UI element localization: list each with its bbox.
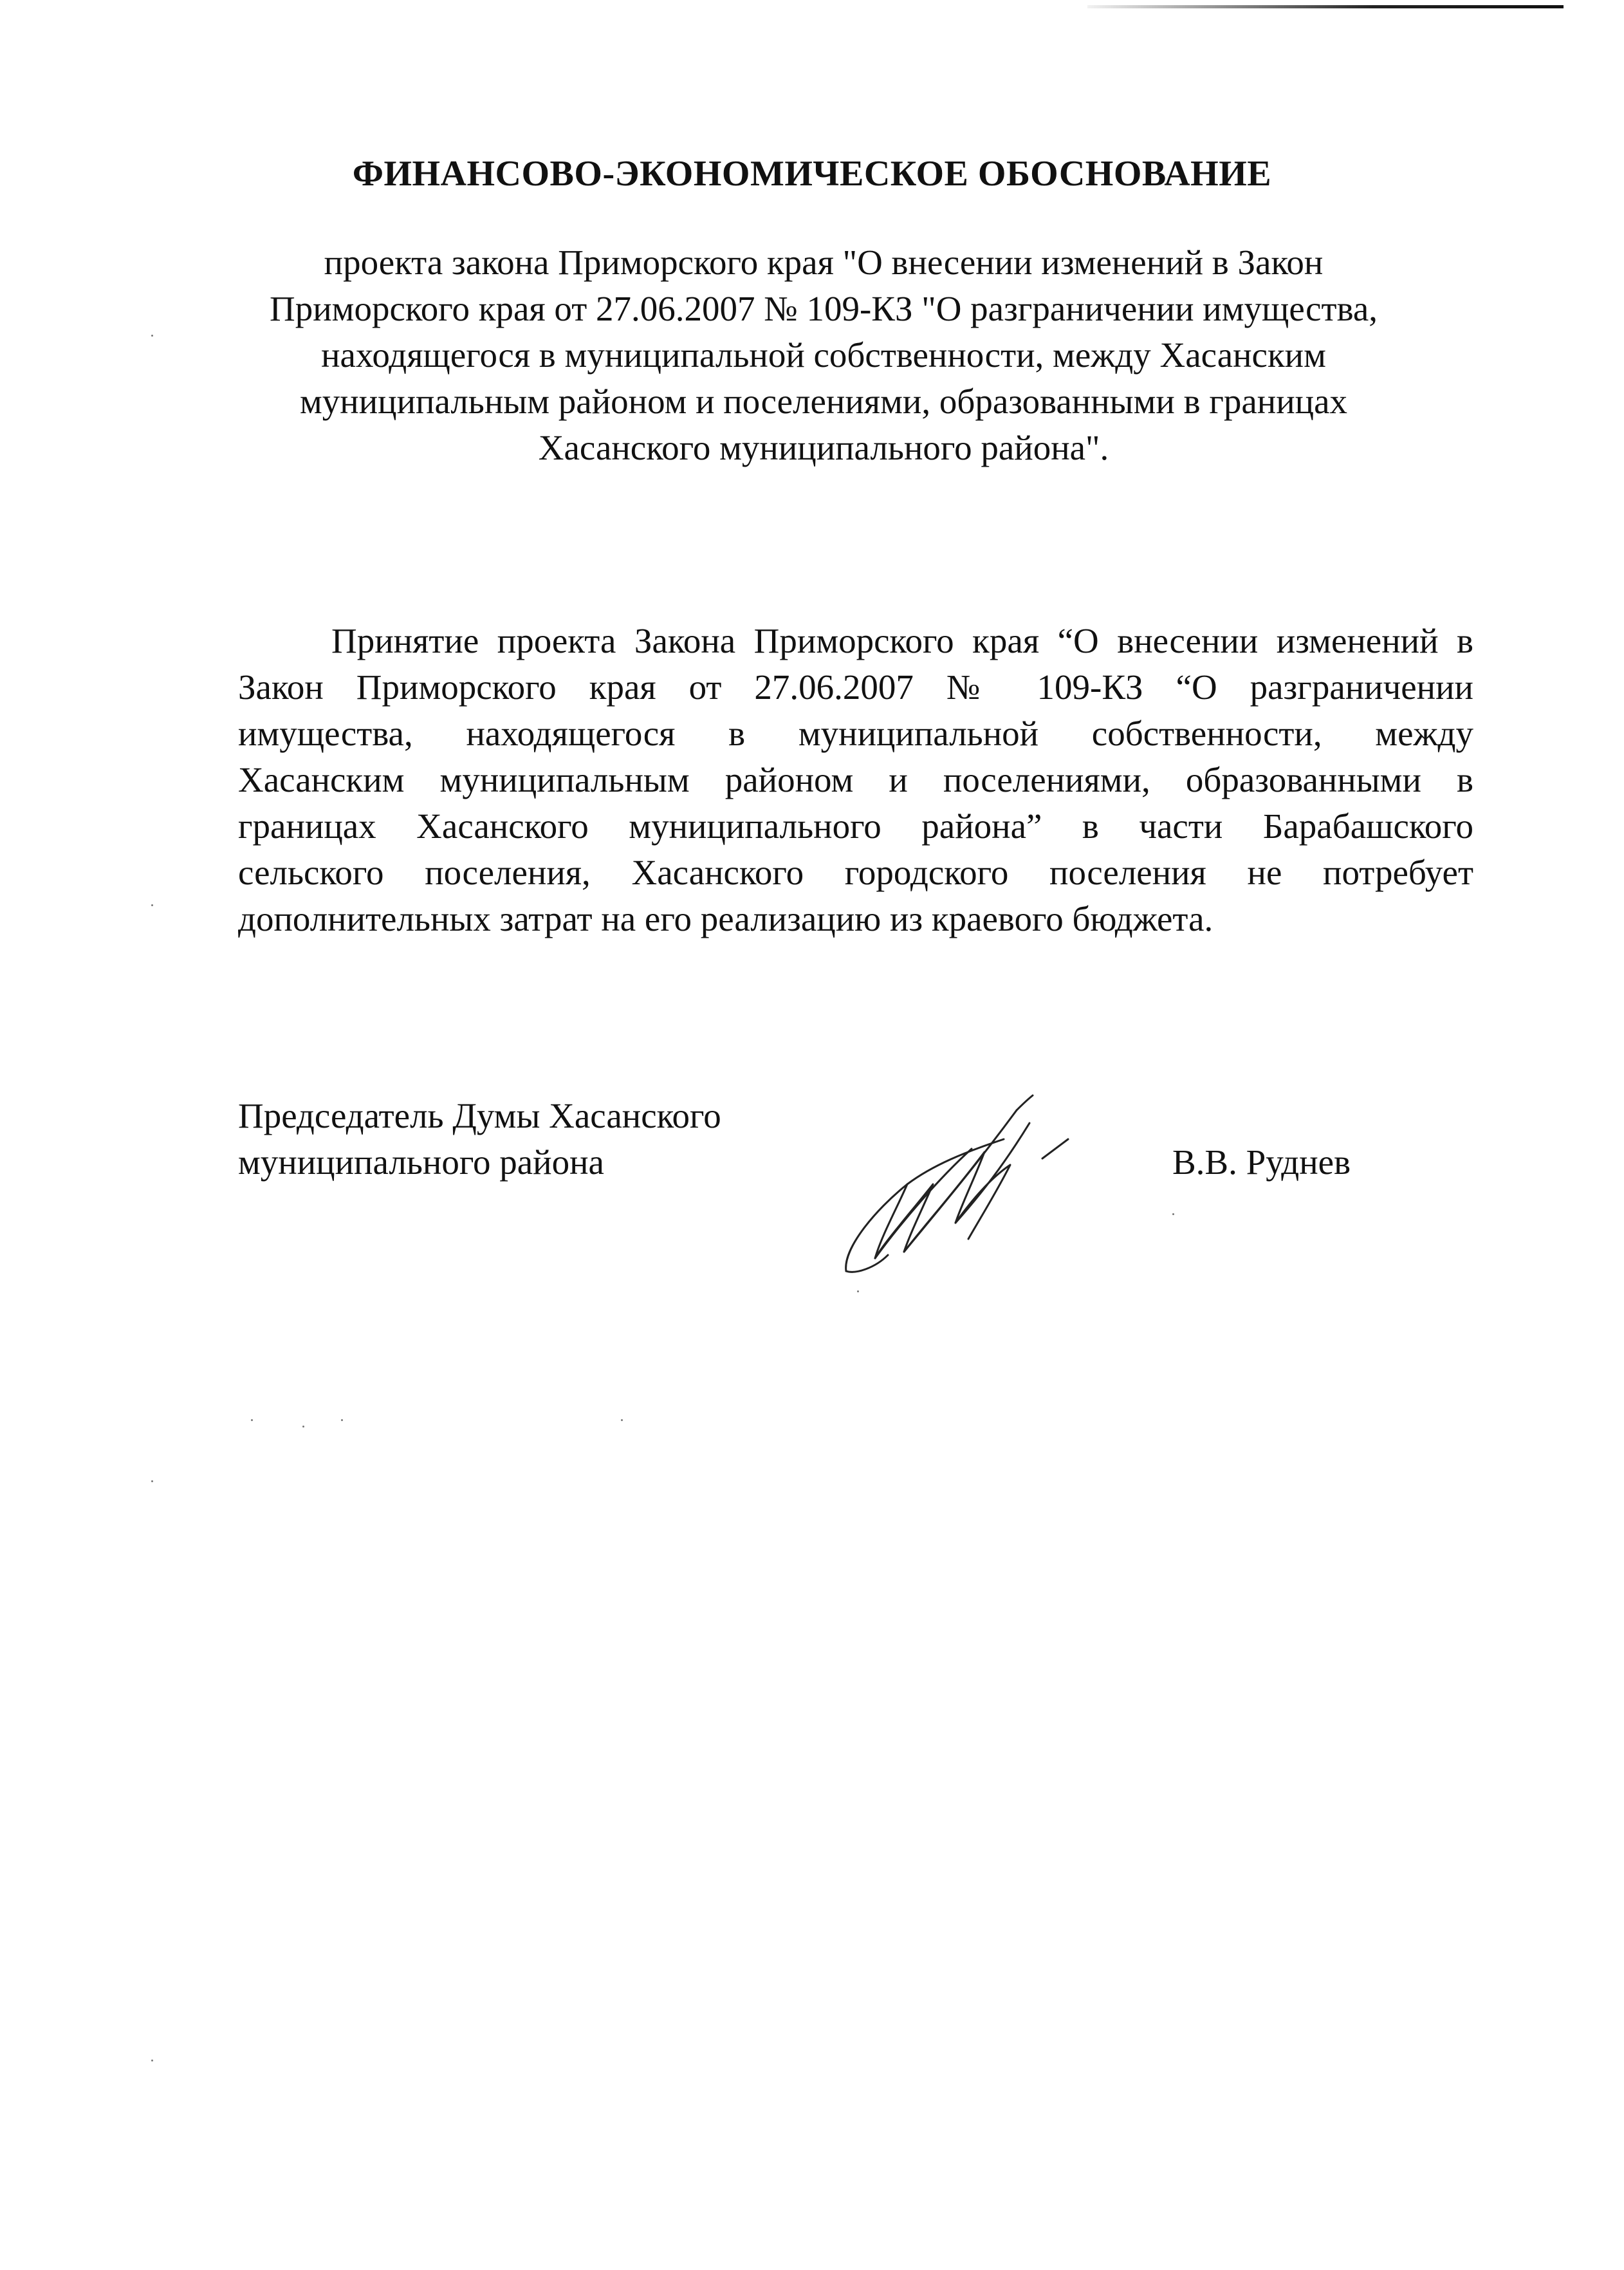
body-line: сельского поселения, Хасанского городского поселения не потребует: [238, 853, 1473, 892]
body-line: Хасанским муниципальным районом и поселениями, образованными в: [238, 760, 1473, 799]
subtitle-line: Хасанского муниципального района".: [538, 428, 1109, 467]
scan-speck: [857, 1290, 859, 1292]
scan-speck: [151, 904, 153, 906]
subtitle-line: находящегося в муниципальной собственности, между Хасанским: [321, 335, 1326, 375]
body-line: дополнительных затрат на его реализацию из краевого бюджета.: [238, 899, 1213, 938]
body-line: Закон Приморского края от 27.06.2007 № 109-КЗ “О разграничении: [238, 667, 1473, 707]
scan-edge-line: [1087, 5, 1564, 8]
signatory-position: [238, 1093, 721, 1186]
scan-speck: [151, 335, 153, 337]
scan-speck: [302, 1426, 304, 1428]
handwritten-signature: [836, 1088, 1094, 1281]
scan-speck: [151, 2060, 153, 2061]
scan-speck: [251, 1419, 253, 1421]
signatory-name: В.В. Руднев: [1172, 1142, 1351, 1182]
subtitle-line: Приморского края от 27.06.2007 № 109-КЗ "О разграничении имущества,: [270, 289, 1378, 328]
subtitle-line: муниципальным районом и поселениями, образованными в границах: [299, 382, 1348, 421]
body-paragraph: [238, 618, 1473, 942]
scan-speck: [1172, 1213, 1174, 1215]
body-line: Принятие проекта Закона Приморского края “О внесении изменений в: [331, 621, 1473, 660]
scan-speck: [621, 1419, 623, 1421]
body-line: границах Хасанского муниципального района” в части Барабашского: [238, 806, 1473, 846]
subtitle-line: проекта закона Приморского края "О внесении изменений в Закон: [324, 243, 1324, 282]
scan-speck: [341, 1419, 343, 1421]
document-subtitle: [245, 239, 1403, 471]
body-line: имущества, находящегося в муниципальной собственности, между: [238, 714, 1473, 753]
scan-speck: [151, 1480, 153, 1482]
signatory-position-line: Председатель Думы Хасанского: [238, 1096, 721, 1135]
document-title: ФИНАНСОВО-ЭКОНОМИЧЕСКОЕ ОБОСНОВАНИЕ: [352, 154, 1272, 194]
signatory-position-line: муниципального района: [238, 1142, 604, 1182]
